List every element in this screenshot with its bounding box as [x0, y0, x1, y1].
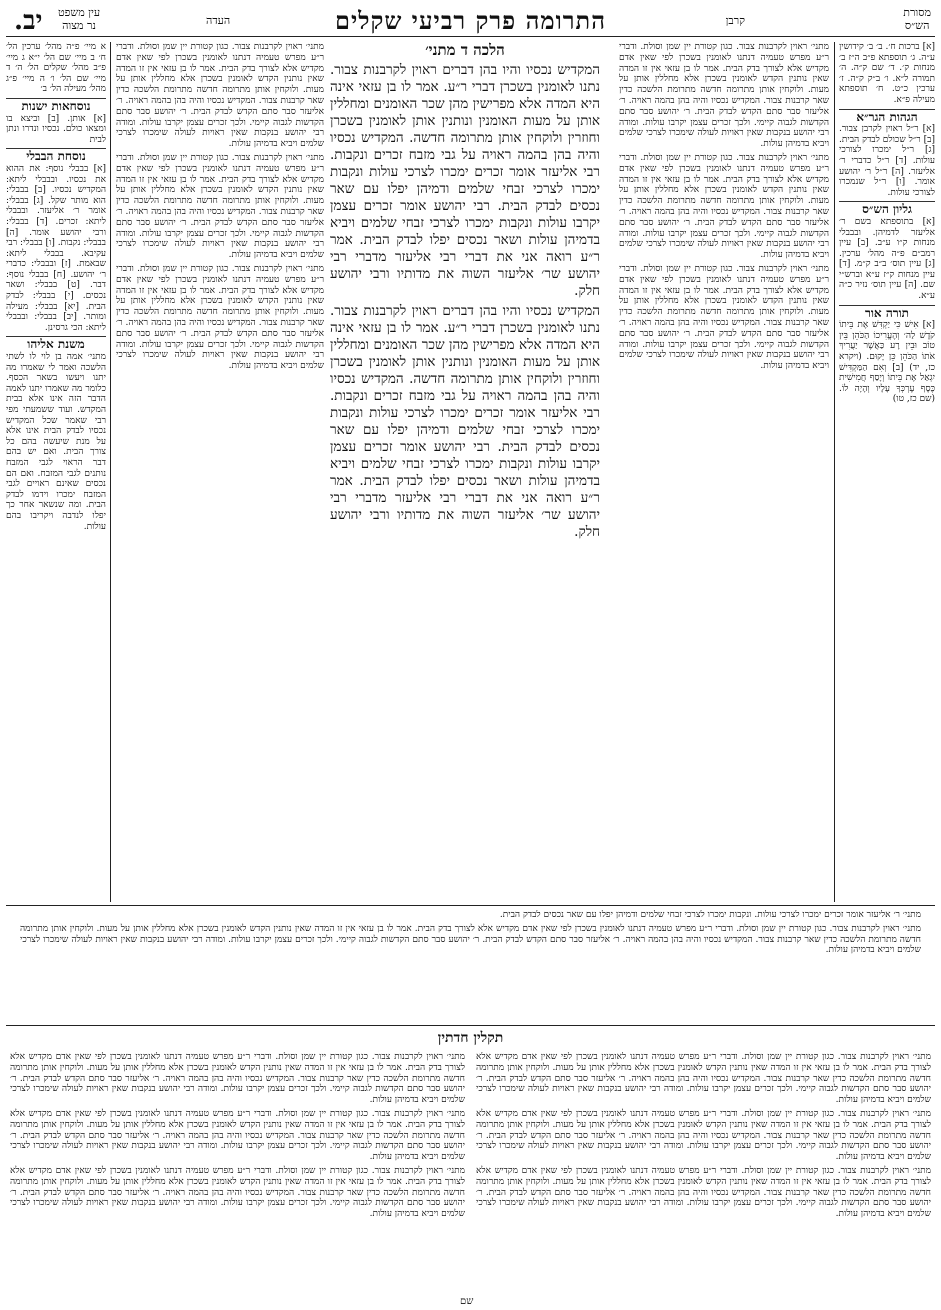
right-margin [839, 42, 935, 902]
gilayon-text: [א] בתוספתא בשם ר׳ אליעזר לדמיהן. ובבבלי מנחות ק״ו ע״ב. [ב] עיין רמב״ם פ״ה מהל׳ ערכין. [ג] עיין תוס׳ ב״ב ק״מ. [ד] עיין מנחות ק״ז ע״א וברש״י שם. [ה] עיין תוס׳ נזיר כ״ה ע״א. [839, 216, 935, 302]
nuschaot-text: [א] אותן. [ב] וביצא בו ומצאו כולם. נכסיו ונדרו ונתן לבית [6, 113, 106, 145]
lower-divider [6, 905, 935, 906]
commentary-right-text-3: מתני׳ ראוין לקרבנות צבור. כגון קטורת יין שמן וסולת. ודברי ר״ע מפרש טעמיה דנתנו לאומנין בשכרן לפי שאין אדם מקדיש אלא לצורך בדק הבית. אמר לו בן עזאי אין זו המדה שאין נותנין הקדש לאומנין בשכרן אלא מחללין אותן על מעות. ולוקחין אותן מתרומה חדשה מתרומת הלשכה כדין שאר קרבנות צבור. המקדיש נכסיו והיה בהן בהמה ראויה. ר׳ אליעזר סבר סתם הקדש לבדק הבית. ר׳ יהושע סבר סתם הקדשות לגבוה קיימי. ולכך זכרים עצמן יקרבו עולות. ומודה רבי יהושע בנקבות שאין ראויות לעולה שימכרו לצרכי שלמים ויביא בדמיהן עולות. [619, 263, 829, 372]
nuschaot-title: נוסחאות ישנות [6, 98, 106, 112]
nuschat-title: נוסחת הבבלי [6, 148, 106, 162]
bottom-commentary: מתני׳ ראוין לקרבנות צבור. כגון קטורת יין שמן וסולת. ודברי ר״ע מפרש טעמיה דנתנו לאומנין בשכרן לפי שאין אדם מקדיש אלא לצורך בדק הבית. אמר לו בן עזאי אין זו המדה שאין נותנין הקדש לאומנין בשכרן אלא מחללין אותן על מעות. ולוקחין אותן מתרומה חדשה מתרומת הלשכה כדין שאר קרבנות צבור. המקדיש נכסיו והיה בהן בהמה ראויה. ר׳ אליעזר סבר סתם הקדש לבדק הבית. ר׳ יהושע סבר סתם הקדשות לגבוה קיימי. ולכך זכרים עצמן יקרבו עולות. ומודה רבי יהושע בנקבות שאין ראויות לעולה שימכרו לצרכי שלמים ויביא בדמיהן עולות. [20, 923, 921, 956]
bottom-right-text-2: מתני׳ ראוין לקרבנות צבור. כגון קטורת יין שמן וסולת. ודברי ר״ע מפרש טעמיה דנתנו לאומנין בשכרן לפי שאין אדם מקדיש אלא לצורך בדק הבית. אמר לו בן עזאי אין זו המדה שאין נותנין הקדש לאומנין בשכרן אלא מחללין אותן על מעות. ולוקחין אותן מתרומה חדשה מתרומת הלשכה כדין שאר קרבנות צבור. המקדיש נכסיו והיה בהן בהמה ראויה. ר׳ אליעזר סבר סתם הקדש לבדק הבית. ר׳ יהושע סבר סתם הקדשות לגבוה קיימי. ולכך זכרים עצמן יקרבו עולות. ומודה רבי יהושע בנקבות שאין ראויות לעולה שימכרו לצרכי שלמים ויביא בדמיהן עולות. [476, 1108, 931, 1163]
left-margin [6, 42, 106, 902]
hagra-title: הגהות הגר״א [839, 109, 935, 123]
bottom-right-text: מתני׳ ראוין לקרבנות צבור. כגון קטורת יין שמן וסולת. ודברי ר״ע מפרש טעמיה דנתנו לאומנין בשכרן לפי שאין אדם מקדיש אלא לצורך בדק הבית. אמר לו בן עזאי אין זו המדה שאין נותנין הקדש לאומנין בשכרן אלא מחללין אותן על מעות. ולוקחין אותן מתרומה חדשה מתרומת הלשכה כדין שאר קרבנות צבור. המקדיש נכסיו והיה בהן בהמה ראויה. ר׳ אליעזר סבר סתם הקדש לבדק הבית. ר׳ יהושע סבר סתם הקדשות לגבוה קיימי. ולכך זכרים עצמן יקרבו עולות. ומודה רבי יהושע בנקבות שאין ראויות לעולה שימכרו לצרכי שלמים ויביא בדמיהן עולות. [476, 1052, 931, 1106]
right-margin-divider [834, 42, 835, 902]
ein-mishpat-header: עין משפט נר מצוה [58, 6, 101, 32]
bottom-left-text-2: מתני׳ ראוין לקרבנות צבור. כגון קטורת יין שמן וסולת. ודברי ר״ע מפרש טעמיה דנתנו לאומנין בשכרן לפי שאין אדם מקדיש אלא לצורך בדק הבית. אמר לו בן עזאי אין זו המדה שאין נותנין הקדש לאומנין בשכרן אלא מחללין אותן על מעות. ולוקחין אותן מתרומה חדשה מתרומת הלשכה כדין שאר קרבנות צבור. המקדיש נכסיו והיה בהן בהמה ראויה. ר׳ אליעזר סבר סתם הקדש לבדק הבית. ר׳ יהושע סבר סתם הקדשות לגבוה קיימי. ולכך זכרים עצמן יקרבו עולות. ומודה רבי יהושע בנקבות שאין ראויות לעולה שימכרו לצרכי שלמים ויביא בדמיהן עולות. [10, 1108, 465, 1163]
bottom-right-text-3: מתני׳ ראוין לקרבנות צבור. כגון קטורת יין שמן וסולת. ודברי ר״ע מפרש טעמיה דנתנו לאומנין בשכרן לפי שאין אדם מקדיש אלא לצורך בדק הבית. אמר לו בן עזאי אין זו המדה שאין נותנין הקדש לאומנין בשכרן אלא מחללין אותן על מעות. ולוקחין אותן מתרומה חדשה מתרומת הלשכה כדין שאר קרבנות צבור. המקדיש נכסיו והיה בהן בהמה ראויה. ר׳ אליעזר סבר סתם הקדש לבדק הבית. ר׳ יהושע סבר סתם הקדשות לגבוה קיימי. ולכך זכרים עצמן יקרבו עולות. ומודה רבי יהושע בנקבות שאין ראויות לעולה שימכרו לצרכי שלמים ויביא בדמיהן עולות. [476, 1165, 931, 1220]
masoret-header: מסורת הש״ס [903, 6, 931, 32]
left-margin-divider [110, 42, 111, 902]
halacha-title: הלכה ד מתני׳ [425, 42, 505, 59]
page-number: יב. [14, 6, 43, 36]
commentary-right-text-2: מתני׳ ראוין לקרבנות צבור. כגון קטורת יין שמן וסולת. ודברי ר״ע מפרש טעמיה דנתנו לאומנין בשכרן לפי שאין אדם מקדיש אלא לצורך בדק הבית. אמר לו בן עזאי אין זו המדה שאין נותנין הקדש לאומנין בשכרן אלא מחללין אותן על מעות. ולוקחין אותן מתרומה חדשה מתרומת הלשכה כדין שאר קרבנות צבור. המקדיש נכסיו והיה בהן בהמה ראויה. ר׳ אליעזר סבר סתם הקדש לבדק הבית. ר׳ יהושע סבר סתם הקדשות לגבוה קיימי. ולכך זכרים עצמן יקרבו עולות. ומודה רבי יהושע בנקבות שאין ראויות לעולה שימכרו לצרכי שלמים ויביא בדמיהן עולות. [619, 152, 829, 261]
commentary-left-text: מתני׳ ראוין לקרבנות צבור. כגון קטורת יין שמן וסולת. ודברי ר״ע מפרש טעמיה דנתנו לאומנין בשכרן לפי שאין אדם מקדיש אלא לצורך בדק הבית. אמר לו בן עזאי אין זו המדה שאין נותנין הקדש לאומנין בשכרן אלא מחללין אותן על מעות. ולוקחין אותן מתרומה חדשה מתרומת הלשכה כדין שאר קרבנות צבור. המקדיש נכסיו והיה בהן בהמה ראויה. ר׳ אליעזר סבר סתם הקדש לבדק הבית. ר׳ יהושע סבר סתם הקדשות לגבוה קיימי. ולכך זכרים עצמן יקרבו עולות. ומודה רבי יהושע בנקבות שאין ראויות לעולה שימכרו לצרכי שלמים ויביא בדמיהן עולות. [116, 42, 324, 150]
eliyahu-title: משנת אליהו [6, 336, 106, 350]
mishnah-text: המקדיש נכסיו והיו בהן דברים ראוין לקרבנות צבור. נתנו לאומנין בשכרן דברי ר״ע. אמר לו בן עזאי אינה היא המדה אלא מפרישין מהן שכר האומנים ומחללין אותן על מעות האומנין ונותנין אותן לאומנין בשכרן וחוזרין ולוקחין אותן מתרומה חדשה. המקדיש נכסיו והיה בהן בהמה ראויה על גבי מזבח זכרים ונקבות. רבי אליעזר אומר זכרים ימכרו לצרכי עולות ונקבות ימכרו לצרכי זבחי שלמים ודמיהן יפלו עם שאר נכסים לבדק הבית. רבי יהושע אומר זכרים עצמן יקרבו עולות ונקבות ימכרו לצרכי זבחי שלמים ויביא בדמיהן עולות ושאר נכסים יפלו לבדק הבית. אמר ר״ע רואה אני את דברי רבי אליעזר מדברי רבי יהושע שר׳ אליעזר השוה את מדותיו ורבי יהושע חלק. [330, 62, 600, 299]
masoret-text: [א] ברכות ח׳. ב׳ ב׳ קידושין ע״ה. ג׳ תוספתא פ״ב ה״ז ב׳ מנחות ק׳. ד׳ שם ק״ה. ה׳ תמורה ל״א. ו׳ ב״ק ק״ה. ז׳ ערכין כ״ט. ח׳ תוספתא מעילה פ״א. [839, 42, 935, 105]
edah-label: העדה [206, 14, 231, 27]
commentary-left-text-3: מתני׳ ראוין לקרבנות צבור. כגון קטורת יין שמן וסולת. ודברי ר״ע מפרש טעמיה דנתנו לאומנין בשכרן לפי שאין אדם מקדיש אלא לצורך בדק הבית. אמר לו בן עזאי אין זו המדה שאין נותנין הקדש לאומנין בשכרן אלא מחללין אותן על מעות. ולוקחין אותן מתרומה חדשה מתרומת הלשכה כדין שאר קרבנות צבור. המקדיש נכסיו והיה בהן בהמה ראויה. ר׳ אליעזר סבר סתם הקדש לבדק הבית. ר׳ יהושע סבר סתם הקדשות לגבוה קיימי. ולכך זכרים עצמן יקרבו עולות. ומודה רבי יהושע בנקבות שאין ראויות לעולה שימכרו לצרכי שלמים ויביא בדמיהן עולות. [116, 263, 324, 372]
bottom-band [20, 910, 921, 1020]
bottom-left-text: מתני׳ ראוין לקרבנות צבור. כגון קטורת יין שמן וסולת. ודברי ר״ע מפרש טעמיה דנתנו לאומנין בשכרן לפי שאין אדם מקדיש אלא לצורך בדק הבית. אמר לו בן עזאי אין זו המדה שאין נותנין הקדש לאומנין בשכרן אלא מחללין אותן על מעות. ולוקחין אותן מתרומה חדשה מתרומת הלשכה כדין שאר קרבנות צבור. המקדיש נכסיו והיה בהן בהמה ראויה. ר׳ אליעזר סבר סתם הקדש לבדק הבית. ר׳ יהושע סבר סתם הקדשות לגבוה קיימי. ולכך זכרים עצמן יקרבו עולות. ומודה רבי יהושע בנקבות שאין ראויות לעולה שימכרו לצרכי שלמים ויביא בדמיהן עולות. [10, 1052, 465, 1106]
gilayon-title: גליון הש״ס [839, 201, 935, 215]
commentary-left-text-2: מתני׳ ראוין לקרבנות צבור. כגון קטורת יין שמן וסולת. ודברי ר״ע מפרש טעמיה דנתנו לאומנין בשכרן לפי שאין אדם מקדיש אלא לצורך בדק הבית. אמר לו בן עזאי אין זו המדה שאין נותנין הקדש לאומנין בשכרן אלא מחללין אותן על מעות. ולוקחין אותן מתרומה חדשה מתרומת הלשכה כדין שאר קרבנות צבור. המקדיש נכסיו והיה בהן בהמה ראויה. ר׳ אליעזר סבר סתם הקדש לבדק הבית. ר׳ יהושע סבר סתם הקדשות לגבוה קיימי. ולכך זכרים עצמן יקרבו עולות. ומודה רבי יהושע בנקבות שאין ראויות לעולה שימכרו לצרכי שלמים ויביא בדמיהן עולות. [116, 152, 324, 261]
ein-mishpat-text: א מיי׳ פ״ה מהל׳ ערכין הל׳ ח׳ ב מיי׳ שם הל׳ י״א ג מיי׳ פ״ב מהל׳ שקלים הל׳ ה׳ ד מיי׳ שם הל׳ ו׳ ה מיי׳ פ״ג מהל׳ מעילה הל׳ ב׳ [6, 42, 106, 95]
bottom-divider [6, 1025, 935, 1026]
bottom-left-column [10, 1052, 465, 1302]
hagra-text: [א] ר״ל ראוין לקרבן צבור. [ב] ר״ל שכולם לבדק הבית. [ג] ר״ל ימכרו לצורכי עולות. [ד] ר״ל כדברי ר׳ אליעזר. [ה] ר״ל ר׳ יהושע אומר. [ו] ר״ל שנמכרו לצורכי עולות. [839, 124, 935, 198]
page-header [6, 6, 935, 37]
korban-label: קרבן [725, 14, 745, 27]
bottom-mishnah: מתני׳ ר׳ אליעזר אומר זכרים ימכרו לצרכי עולות. ונקבות ימכרו לצרכי זבחי שלמים ודמיהן יפלו עם שאר נכסים לבדק הבית. [499, 910, 921, 920]
commentary-right-text: מתני׳ ראוין לקרבנות צבור. כגון קטורת יין שמן וסולת. ודברי ר״ע מפרש טעמיה דנתנו לאומנין בשכרן לפי שאין אדם מקדיש אלא לצורך בדק הבית. אמר לו בן עזאי אין זו המדה שאין נותנין הקדש לאומנין בשכרן אלא מחללין אותן על מעות. ולוקחין אותן מתרומה חדשה מתרומת הלשכה כדין שאר קרבנות צבור. המקדיש נכסיו והיה בהן בהמה ראויה. ר׳ אליעזר סבר סתם הקדש לבדק הבית. ר׳ יהושע סבר סתם הקדשות לגבוה קיימי. ולכך זכרים עצמן יקרבו עולות. ומודה רבי יהושע בנקבות שאין ראויות לעולה שימכרו לצרכי שלמים ויביא בדמיהן עולות. [619, 42, 829, 150]
eliyahu-text: מתני׳ אמה בן לוי לו לשתי הלשכה ואמר לי שאמרו מה יתנו ויעשו בשאר הכסף. כלומר מה שאמרו יתנו לאמה הדבר הזה אינו אלא בבית המקדש. ועוד ששמעתי מפי רבי שאמר שכל המקדיש נכסיו לבדק הבית אינו אלא על מנת שיעשה בהם כל צורך הבית. ואם יש בהם דבר הראוי לגבי המזבח נותנים לגבי המזבח. ואם הם נכסים שאינם ראויים לגבי המזבח ימכרו וידמו לבדק הבית. ומה שנשאר אחר כך יפלו לנדבה ויקריבו בהם עולות. [6, 352, 106, 532]
torah-text: [א] אִישׁ כִּי יַקְדִּשׁ אֶת בֵּיתוֹ קֹדֶשׁ לַה׳ וְהֶעֱרִיכוֹ הַכֹּהֵן בֵּין טוֹב וּבֵין רָע כַּאֲשֶׁר יַעֲרִיךְ אֹתוֹ הַכֹּהֵן כֵּן יָקוּם. (ויקרא כז, יד) [ב] וְאִם הַמַּקְדִּישׁ יִגְאַל אֶת בֵּיתוֹ וְיָסַף חֲמִישִׁית כֶּסֶף עֶרְכְּךָ עָלָיו וְהָיָה לוֹ. (שם כז, טו) [839, 320, 935, 405]
bottom-left-text-3: מתני׳ ראוין לקרבנות צבור. כגון קטורת יין שמן וסולת. ודברי ר״ע מפרש טעמיה דנתנו לאומנין בשכרן לפי שאין אדם מקדיש אלא לצורך בדק הבית. אמר לו בן עזאי אין זו המדה שאין נותנין הקדש לאומנין בשכרן אלא מחללין אותן על מעות. ולוקחין אותן מתרומה חדשה מתרומת הלשכה כדין שאר קרבנות צבור. המקדיש נכסיו והיה בהן בהמה ראויה. ר׳ אליעזר סבר סתם הקדש לבדק הבית. ר׳ יהושע סבר סתם הקדשות לגבוה קיימי. ולכך זכרים עצמן יקרבו עולות. ומודה רבי יהושע בנקבות שאין ראויות לעולה שימכרו לצרכי שלמים ויביא בדמיהן עולות. [10, 1165, 465, 1220]
bottom-right-column [476, 1052, 931, 1302]
commentary-right [619, 42, 829, 902]
main-text [330, 42, 600, 902]
page-title: התרומה פרק רביעי שקלים [334, 6, 606, 35]
mishnah-text-2: המקדיש נכסיו והיו בהן דברים ראוין לקרבנות צבור. נתנו לאומנין בשכרן דברי ר״ע. אמר לו בן עזאי אינה היא המדה אלא מפרישין מהן שכר האומנים ומחללין אותן על מעות האומנין ונותנין אותן לאומנין בשכרן וחוזרין ולוקחין אותן מתרומה חדשה. המקדיש נכסיו והיה בהן בהמה ראויה על גבי מזבח זכרים ונקבות. רבי אליעזר אומר זכרים ימכרו לצרכי עולות ונקבות ימכרו לצרכי זבחי שלמים ודמיהן יפלו עם שאר נכסים לבדק הבית. רבי יהושע אומר זכרים עצמן יקרבו עולות ונקבות ימכרו לצרכי זבחי שלמים ויביא בדמיהן עולות ושאר נכסים יפלו לבדק הבית. אמר ר״ע רואה אני את דברי רבי אליעזר מדברי רבי יהושע שר׳ אליעזר השוה את מדותיו ורבי יהושע חלק. [330, 303, 600, 540]
torah-title: תורה אור [839, 305, 935, 319]
nuschat-text: [א] בבבלי נוסף: את ההוא את נכסיו. ובבבלי ליתא: המקדיש נכסיו. [ב] בבבלי: הוא מותר שקל. [ג] בבבלי: אומר ר׳ אליעזר. ובבבלי ליתא: זכרים. [ד] בבבלי: ורבי יהושע אומר. [ה] בבבלי: נקבות. [ו] בבבלי: רבי עקיבא. בבבלי ליתא: שבאמת. [ז] ובבבלי: כדברי ר׳ יהושע. [ח] בבבלי נוסף: דבר. [ט] בבבלי: ושאר נכסים. [י] בבבלי: לבדק הבית. [יא] בבבלי: מעילה ומותר. [יב] בבבלי: ובבבלי ליתא: הכי גרסינן. [6, 163, 106, 333]
footer-catchword: שם [460, 1296, 474, 1307]
commentary-left [116, 42, 324, 902]
bottom-section-title: תקלין חדתין [437, 1030, 504, 1046]
